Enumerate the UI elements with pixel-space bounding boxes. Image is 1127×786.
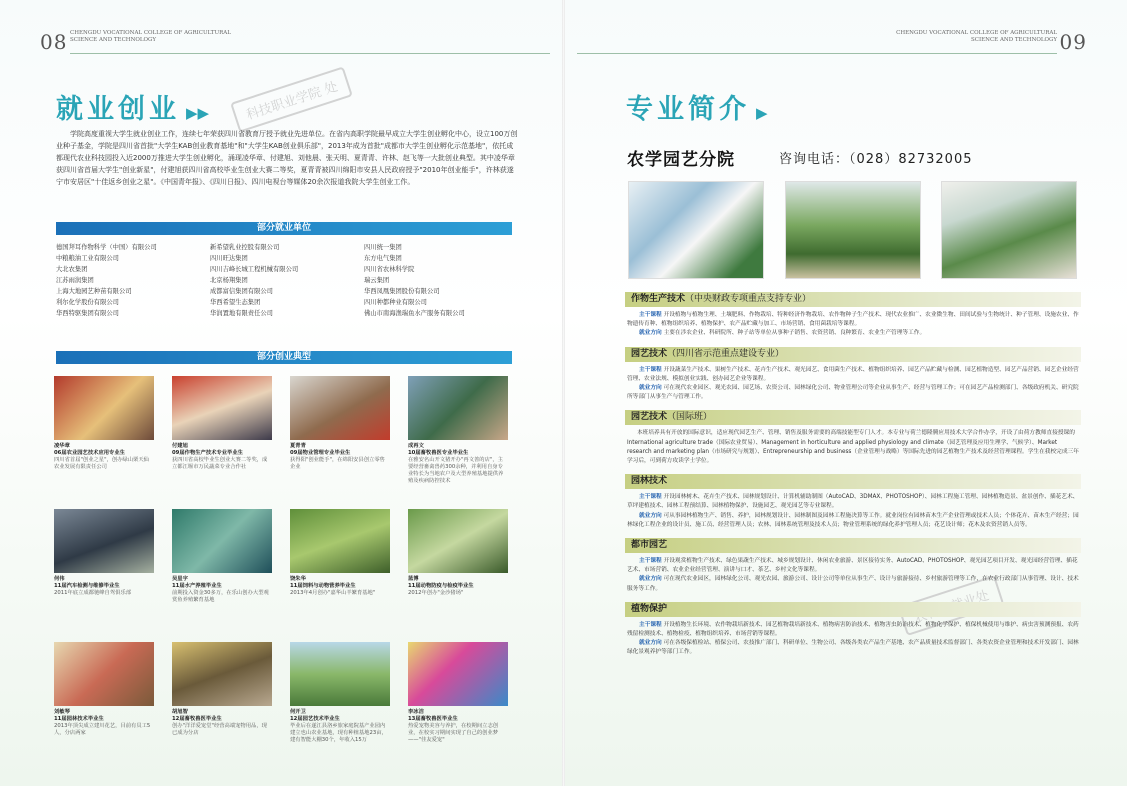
major-body bbox=[625, 366, 1081, 403]
major-header bbox=[625, 347, 1081, 362]
entrepreneur-desc: 四川省首届"创业之星"，创办绿山栗天仙农业发展有限责任公司 bbox=[54, 457, 149, 470]
career-label: 就业方向 bbox=[639, 385, 662, 392]
entrepreneur-major: 12届园艺技术毕业生 bbox=[290, 716, 340, 722]
international-class-intro: 本班培养具有开放的国际意识，适应现代园艺生产、管理、销售及服务需要的高端技能型专门人才。本专业与荷兰德隆腾应用技术大学合作办学，开设了由荷方教师直接授课的International agriculture trade（国际农业贸易）、Management in horticulture and applied physiology and climate（园艺管理及应用生理学、气候学）、Market research and marketing plan（市场研究与规划）、Entrepreneurship and business（企业管理与战略）等国际先进的园艺植物生产技术及经营管理课程。学生在我校完成三年学习后，可到荷方攻读学士学位。 bbox=[627, 430, 1079, 465]
section-title-text: 专业简介 bbox=[626, 94, 750, 125]
entrepreneur-desc: 在雅安名山开文猪开办"再文善的店"，主要经营畜禽兽药300余种，并利用自身专业特长为当地农户及大型养殖基地提供养殖及疾病防控技术 bbox=[408, 457, 504, 484]
career-text: 可从事园林植物生产、销售、养护，园林规划设计、园林制图及园林工程施决算等工作。就业岗位有园林苗木生产企业管理或技术人员；个体花卉、苗木生产经营；园林绿化工程企业的设计员、施工员、经营管理人员；农林、园林系统管理及技术人员；物业管理系统的绿化养护管理人员；花艺设计师；花木及农资营销人员等。 bbox=[627, 512, 1079, 528]
entrepreneur-grid bbox=[54, 376, 510, 769]
entrepreneur-card bbox=[54, 642, 154, 769]
company-item: 北京杨翔集团 bbox=[210, 277, 248, 284]
entrepreneur-desc: 创办"洋洋爱宠堂"经营高端宠物用品，现已成为分店 bbox=[172, 723, 267, 736]
company-item: 佛山市南海渔瑞鱼水产服务有限公司 bbox=[364, 310, 465, 317]
entrepreneur-desc: 获得阳"创业能手"，在绵阳安县创立零售企业 bbox=[290, 457, 385, 470]
companies-grid bbox=[56, 242, 516, 319]
company-item: 华润置地有限责任公司 bbox=[210, 310, 273, 317]
career-text: 可在现代农业园区，园林绿化公司、观光农园、旅游公司、设计公司等单位从事生产、设计与旅游接待、乡村旅游管理等工作，在农业行政部门从事管理、设计、技术服务等工作。 bbox=[627, 576, 1079, 592]
entrepreneur-card bbox=[290, 642, 390, 769]
major-header bbox=[625, 292, 1081, 307]
major-name: 植物保护 bbox=[631, 603, 668, 614]
entrepreneur-card bbox=[54, 376, 154, 503]
entrepreneur-card bbox=[408, 642, 508, 769]
major-name: 园艺技术 bbox=[631, 348, 668, 359]
entrepreneur-name: 何开卫 bbox=[290, 709, 306, 715]
company-item: 东方电气集团 bbox=[364, 255, 402, 262]
entrepreneur-photo bbox=[172, 376, 272, 440]
greenhouse-photo bbox=[785, 181, 921, 279]
department-name: 农学园艺分院 bbox=[627, 150, 735, 170]
typical-header-bar: 部分创业典型 bbox=[56, 351, 512, 364]
entrepreneur-photo bbox=[290, 642, 390, 706]
career-label: 就业方向 bbox=[639, 576, 662, 583]
entrepreneur-photo bbox=[54, 509, 154, 573]
company-item: 四川旺达集团 bbox=[210, 255, 248, 262]
company-item: 成都富信集团有限公司 bbox=[210, 288, 273, 295]
main-courses-text: 开设蔬菜生产技术、果树生产技术、花卉生产技术、观光园艺、食用菌生产技术、植物组织培养、园艺产品贮藏与检测、园艺植物造型、园艺产品营销、园艺企业经营管理、农业法规、模拟创业实践、创办园艺企业等课程。 bbox=[627, 366, 1079, 382]
career-text: 可在现代农业园区、观光农园、园艺场、农资公司、园林绿化公司、物业管理公司等企业从事生产、经营与管理工作；可在园艺产品检测部门、各级政府机关、研究院所等部门从事生产与管理工作。 bbox=[627, 385, 1079, 401]
entrepreneur-desc: 毕业后在遂江县洛乡旅家庭院基产业园内建立也山农业基地，现有种植基地23亩，建有智能大棚30个，年收入15万 bbox=[290, 723, 387, 743]
company-item: 新希望乳业控股有限公司 bbox=[210, 244, 280, 251]
majors-list bbox=[625, 292, 1081, 666]
entrepreneur-name: 蓝博 bbox=[408, 576, 419, 582]
entrepreneur-major: 09届作物生产技术专业毕业生 bbox=[172, 450, 243, 456]
major-header bbox=[625, 410, 1081, 425]
watermark-stamp: 科技职业学院 处 bbox=[230, 66, 353, 132]
entrepreneur-major: 11届动物防疫与检疫毕业生 bbox=[408, 583, 474, 589]
school-name-right: CHENGDU VOCATIONAL COLLEGE OF AGRICULTURAL SCIENCE AND TECHNOLOGY bbox=[896, 30, 1057, 43]
company-item: 华西凤凰集团股份有限公司 bbox=[364, 288, 440, 295]
entrepreneur-major: 09届物业管理专业毕业生 bbox=[290, 450, 351, 456]
main-courses-label: 主干课程 bbox=[639, 621, 662, 628]
major-name: 作物生产技术 bbox=[631, 294, 686, 304]
career-label: 就业方向 bbox=[639, 640, 662, 647]
lab-photo bbox=[628, 181, 764, 279]
major-note: （中央财政专项重点支持专业） bbox=[685, 294, 812, 304]
company-item: 四川统一集团 bbox=[364, 244, 402, 251]
entrepreneur-card bbox=[172, 509, 272, 636]
entrepreneur-name: 刘敏琴 bbox=[54, 709, 70, 715]
section-title-employment bbox=[56, 87, 209, 126]
section-title-majors bbox=[626, 87, 768, 126]
intro-paragraph: 学院高度重视大学生就业创业工作，连续七年荣获四川省教育厅授予就业先进单位。在省内高职学院最早成立大学生创业孵化中心，设立100万创业种子基金，学院是四川省首批"大学生KAB创业教育基地"和"大学生KAB创业俱乐部"，2013年成为首批"成都市大学生创业孵化示范基地"，依托成都现代农业科技园投入近2000万推进大学生创业孵化，涌现凌华章、付建旭、刘他晨、张天明、夏青青、许林、赵飞等一大批创业典型。其中凌华章获四川省首届大学生"创业新星"，付建旭获四川省高校毕业生创业大赛二等奖，夏青青被四川绵阳市安县人民政府授予"2010年创业能手"，许林获遂宁市安居区"十佳返乡创业之星"。《中国青年报》、《四川日报》、四川电视台等媒体20余次报道我院大学生创业工作。 bbox=[56, 130, 518, 186]
major-name: 园林技术 bbox=[631, 476, 668, 487]
company-item: 江苏雨润集团 bbox=[56, 277, 94, 284]
entrepreneur-card bbox=[290, 376, 390, 503]
entrepreneur-photo bbox=[54, 376, 154, 440]
company-item: 中粮粮油工业有限公司 bbox=[56, 255, 119, 262]
major-body bbox=[625, 429, 1081, 466]
entrepreneur-card bbox=[408, 376, 508, 503]
major-body bbox=[625, 621, 1081, 658]
major-note: （国际班） bbox=[667, 412, 713, 423]
classroom-photo bbox=[941, 181, 1077, 279]
title-arrow-icon: ▶ bbox=[756, 104, 768, 122]
title-arrows-icon: ▶▶ bbox=[186, 104, 210, 122]
main-courses-label: 主干课程 bbox=[639, 366, 662, 373]
main-courses-text: 开设植物与植物生理、土壤肥料、作物栽培、特种经济作物栽培、农作物种子生产技术、现代农业推广、农业微生物、田间试验与生物统计、种子管理、设施农业、作物遗传育种、植物组织培养、植物保护、农产品贮藏与加工、市场营销、食用菌栽培等课程。 bbox=[627, 312, 1079, 328]
major-note: （四川省示范重点建设专业） bbox=[667, 348, 785, 359]
entrepreneur-photo bbox=[290, 376, 390, 440]
major-body bbox=[625, 557, 1081, 594]
major-header bbox=[625, 474, 1081, 489]
entrepreneur-photo bbox=[408, 509, 508, 573]
main-courses-label: 主干课程 bbox=[639, 494, 662, 501]
header-rule-right bbox=[577, 53, 1057, 54]
company-item: 华西希望生态集团 bbox=[210, 299, 261, 306]
entrepreneur-desc: 获四川省高校毕业生创业大赛二等奖，成立都江堰市万民蔬菜专业合作社 bbox=[172, 457, 268, 470]
company-item: 四川种都种业有限公司 bbox=[364, 299, 427, 306]
main-courses-label: 主干课程 bbox=[639, 558, 662, 565]
companies-header-bar: 部分就业单位 bbox=[56, 222, 512, 235]
career-label: 就业方向 bbox=[639, 330, 662, 337]
entrepreneur-name: 夏青青 bbox=[290, 443, 306, 449]
entrepreneur-name: 付建旭 bbox=[172, 443, 188, 449]
company-item: 华西特驱集团有限公司 bbox=[56, 310, 119, 317]
entrepreneur-card bbox=[408, 509, 508, 636]
main-courses-label: 主干课程 bbox=[639, 312, 662, 318]
entrepreneur-card bbox=[54, 509, 154, 636]
entrepreneur-card bbox=[290, 509, 390, 636]
left-page bbox=[0, 0, 562, 786]
entrepreneur-name: 李冰洁 bbox=[408, 709, 424, 715]
career-text: 可在各级保植检站、植保公司、农技推广部门、科研单位、生物公司、各级各类农产品生产基地、农产品质量技术监督部门、各类农资企业管理和技术开发部门、园林绿化景观养护等部门工作。 bbox=[627, 640, 1079, 656]
main-courses-text: 开设观赏植物生产技术、绿色果蔬生产技术、城乡规划设计、休闲农业旅游、景区接待实务、AutoCAD、PHOTOSHOP、观光园艺项目开发、观光园经营管理、插花艺术、市场营销、农业企业经营管理、演讲与口才、茶艺、乡村文化等课程。 bbox=[627, 558, 1078, 574]
company-item: 四川吉峰长城工程机械有限公司 bbox=[210, 266, 299, 273]
entrepreneur-desc: 热爱宠物美容与养护，在校期间立志创业，在校实习期间实现了自己的创业梦——"佳友爱宠" bbox=[408, 723, 499, 743]
entrepreneur-major: 13届畜牧兽医毕业生 bbox=[408, 716, 458, 722]
entrepreneur-major: 11届水产养殖毕业生 bbox=[172, 583, 222, 589]
entrepreneur-major: 10届畜牧兽医专业毕业生 bbox=[408, 450, 469, 456]
entrepreneur-major: 11届园林技术毕业生 bbox=[54, 716, 104, 722]
main-courses-text: 开设园林树木、花卉生产技术、园林规划设计、计算机辅助制图（AutoCAD、3DMAX、PHOTOSHOP）、园林工程施工管理、园林植物造景、盆景创作、插花艺术、草坪建植技术、园林工程预结算、园林植物保护、设施园艺、观光园艺等专业课程。 bbox=[627, 494, 1079, 510]
entrepreneur-photo bbox=[290, 509, 390, 573]
entrepreneur-major: 11届汽车检测与维修毕业生 bbox=[54, 583, 120, 589]
header-rule-left bbox=[70, 53, 550, 54]
company-item: 瑞云集团 bbox=[364, 277, 390, 284]
entrepreneur-photo bbox=[172, 509, 272, 573]
company-item: 大北农集团 bbox=[56, 266, 88, 273]
company-item: 德国拜耳作物科学（中国）有限公司 bbox=[56, 244, 157, 251]
section-title-text: 就业创业 bbox=[56, 94, 180, 125]
company-item: 利尔化学股份有限公司 bbox=[56, 299, 119, 306]
entrepreneur-major: 12届畜牧兽医毕业生 bbox=[172, 716, 222, 722]
entrepreneur-desc: 前期投入资金30多万，在乐山创办大型观赏鱼养殖繁育基地 bbox=[172, 590, 269, 603]
major-body bbox=[625, 311, 1081, 339]
entrepreneur-card bbox=[172, 376, 272, 503]
entrepreneur-desc: 2013年顶尖成立建川花艺，目前有员工5人，分店两家 bbox=[54, 723, 151, 736]
entrepreneur-card bbox=[172, 642, 272, 769]
entrepreneur-desc: 2011年底立成都驰峰自驾俱乐部 bbox=[54, 590, 132, 596]
entrepreneur-name: 成再文 bbox=[408, 443, 424, 449]
entrepreneur-photo bbox=[408, 642, 508, 706]
major-name: 都市园艺 bbox=[631, 540, 668, 551]
page-number-left: 08 bbox=[40, 30, 68, 54]
entrepreneur-photo bbox=[172, 642, 272, 706]
page-number-right: 09 bbox=[1059, 30, 1087, 54]
entrepreneur-name: 凌华章 bbox=[54, 443, 70, 449]
company-item: 四川省农林科学院 bbox=[364, 266, 415, 273]
entrepreneur-photo bbox=[54, 642, 154, 706]
major-header bbox=[625, 538, 1081, 553]
main-courses-text: 开设植物生长环境、农作物栽培新技术、园艺植物栽培新技术、植物病害防治技术、植物害虫防治技术、植物化学保护、植保机械使用与维护、病虫害预测预报、农药残留检测技术、植物检疫、植物组织培养、市场营销等课程。 bbox=[627, 621, 1079, 638]
entrepreneur-major: 06届农业园艺技术应用专业生 bbox=[54, 450, 125, 456]
company-item: 上海大地园艺种苗有限公司 bbox=[56, 288, 132, 295]
school-name-left: CHENGDU VOCATIONAL COLLEGE OF AGRICULTURAL SCIENCE AND TECHNOLOGY bbox=[70, 30, 231, 43]
major-name: 园艺技术 bbox=[631, 412, 668, 423]
entrepreneur-name: 吴星宇 bbox=[172, 576, 188, 582]
entrepreneur-photo bbox=[408, 376, 508, 440]
major-header bbox=[625, 602, 1081, 617]
entrepreneur-major: 11届饲料与动物营养毕业生 bbox=[290, 583, 356, 589]
career-text: 主要在涉农企业、科研院所、种子站等单位从事种子销售、农资营销、良种繁育、农业生产管理等工作。 bbox=[663, 330, 926, 337]
entrepreneur-name: 饶朱华 bbox=[290, 576, 306, 582]
entrepreneur-name: 何伟 bbox=[54, 576, 65, 582]
entrepreneur-desc: 2013年4月创办"嘉华山羊繁育基地" bbox=[290, 590, 376, 596]
consult-phone: 咨询电话：（028）82732005 bbox=[779, 152, 973, 167]
career-label: 就业方向 bbox=[639, 512, 662, 519]
major-body bbox=[625, 493, 1081, 530]
entrepreneur-name: 胡旭智 bbox=[172, 709, 188, 715]
entrepreneur-desc: 2012年创办"金沙猪场" bbox=[408, 590, 464, 596]
